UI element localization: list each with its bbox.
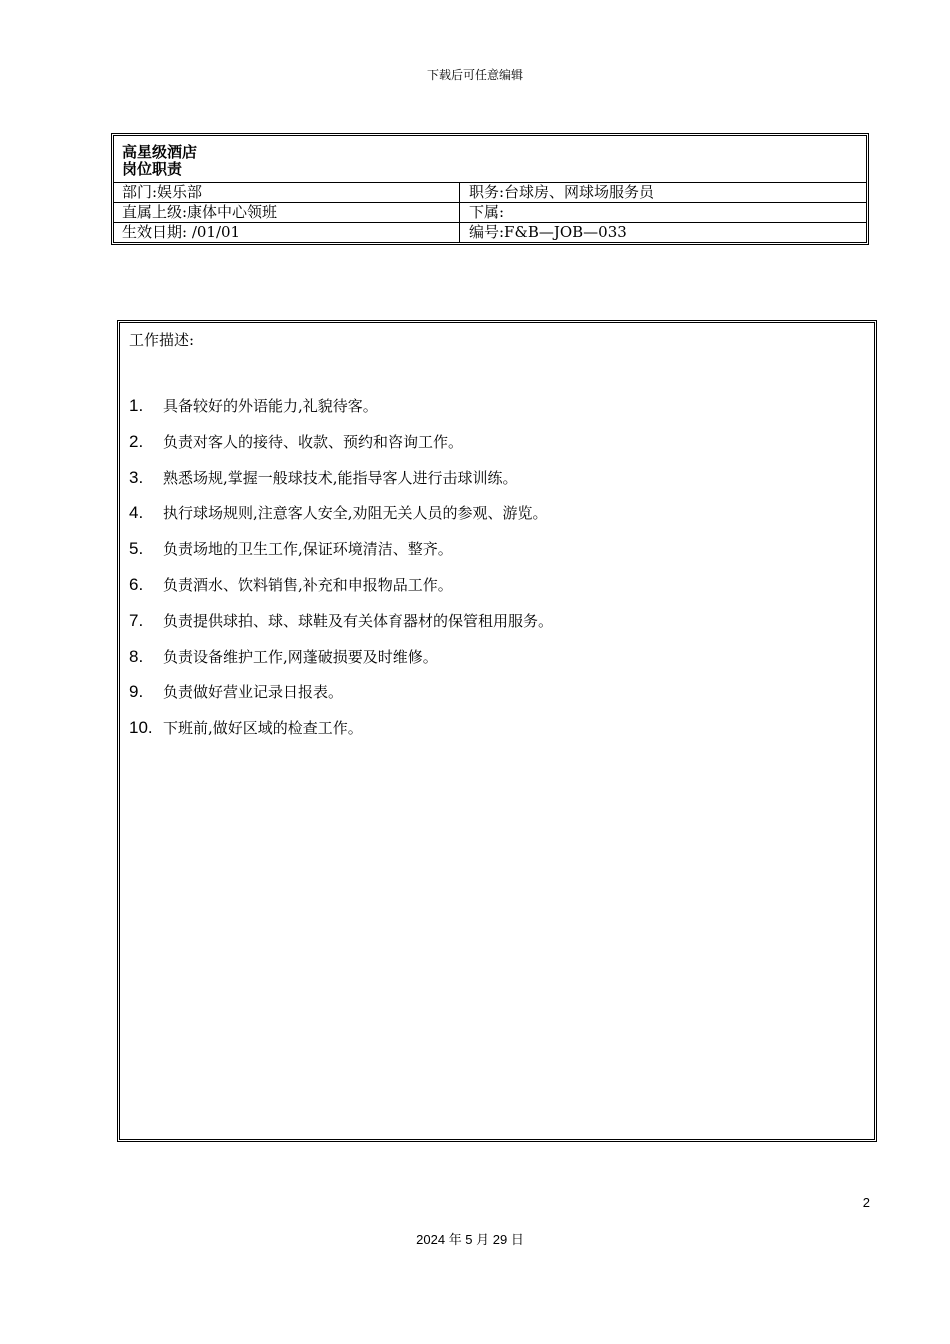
supervisor-cell: 直属上级:康体中心领班 <box>114 203 460 222</box>
info-row-date <box>114 223 866 242</box>
item-text: 熟悉场规,掌握一般球技术,能指导客人进行击球训练。 <box>163 468 518 487</box>
item-text: 负责酒水、饮料销售,补充和申报物品工作。 <box>163 575 453 594</box>
item-text: 负责提供球拍、球、球鞋及有关体育器材的保管租用服务。 <box>163 611 554 630</box>
description-heading: 工作描述: <box>129 331 195 349</box>
item-number: 8. <box>129 646 144 666</box>
duty-list <box>129 396 553 754</box>
item-number: 1. <box>129 396 144 415</box>
item-number: 9. <box>129 682 144 702</box>
subordinate-cell: 下属: <box>469 203 505 221</box>
item-number: 2. <box>129 431 144 451</box>
list-item <box>129 503 553 539</box>
list-item <box>129 682 553 718</box>
item-text: 具备较好的外语能力,礼貌待客。 <box>163 397 378 415</box>
code-cell: 编号:F&B—JOB—033 <box>469 223 627 241</box>
list-item <box>129 575 553 611</box>
list-item <box>129 432 553 468</box>
item-number: 7. <box>129 610 144 630</box>
department-cell: 部门:娱乐部 <box>114 183 460 202</box>
item-text: 负责做好营业记录日报表。 <box>163 683 344 702</box>
hotel-name: 高星级酒店 <box>122 143 198 161</box>
item-number: 10. <box>129 718 153 738</box>
list-item <box>129 396 553 432</box>
list-item <box>129 611 553 647</box>
effective-date-cell: 生效日期: /01/01 <box>114 223 460 242</box>
item-text: 下班前,做好区域的检查工作。 <box>163 719 363 738</box>
info-title <box>114 136 866 183</box>
item-number: 3. <box>129 467 144 487</box>
item-number: 6. <box>129 574 144 594</box>
list-item <box>129 647 553 683</box>
list-item <box>129 539 553 575</box>
footer-date: 2024 年 5 月 29 日 <box>416 1232 524 1247</box>
item-number: 5. <box>129 539 144 559</box>
list-item <box>129 468 553 504</box>
document-title: 岗位职责 <box>122 160 183 178</box>
item-text: 执行球场规则,注意客人安全,劝阻无关人员的参观、游览。 <box>163 504 548 523</box>
info-row-supervisor <box>114 203 866 223</box>
list-item <box>129 718 553 754</box>
page-number: 2 <box>862 1195 870 1210</box>
job-description-box <box>117 320 877 1142</box>
info-row-department <box>114 183 866 203</box>
position-cell: 职务:台球房、网球场服务员 <box>469 183 655 201</box>
header-note: 下载后可任意编辑 <box>426 68 523 82</box>
item-text: 负责场地的卫生工作,保证环境清洁、整齐。 <box>163 540 453 559</box>
job-info-table <box>111 133 869 245</box>
item-text: 负责对客人的接待、收款、预约和咨询工作。 <box>163 432 464 451</box>
item-number: 4. <box>129 503 144 523</box>
item-text: 负责设备维护工作,网蓬破损要及时维修。 <box>163 647 438 666</box>
